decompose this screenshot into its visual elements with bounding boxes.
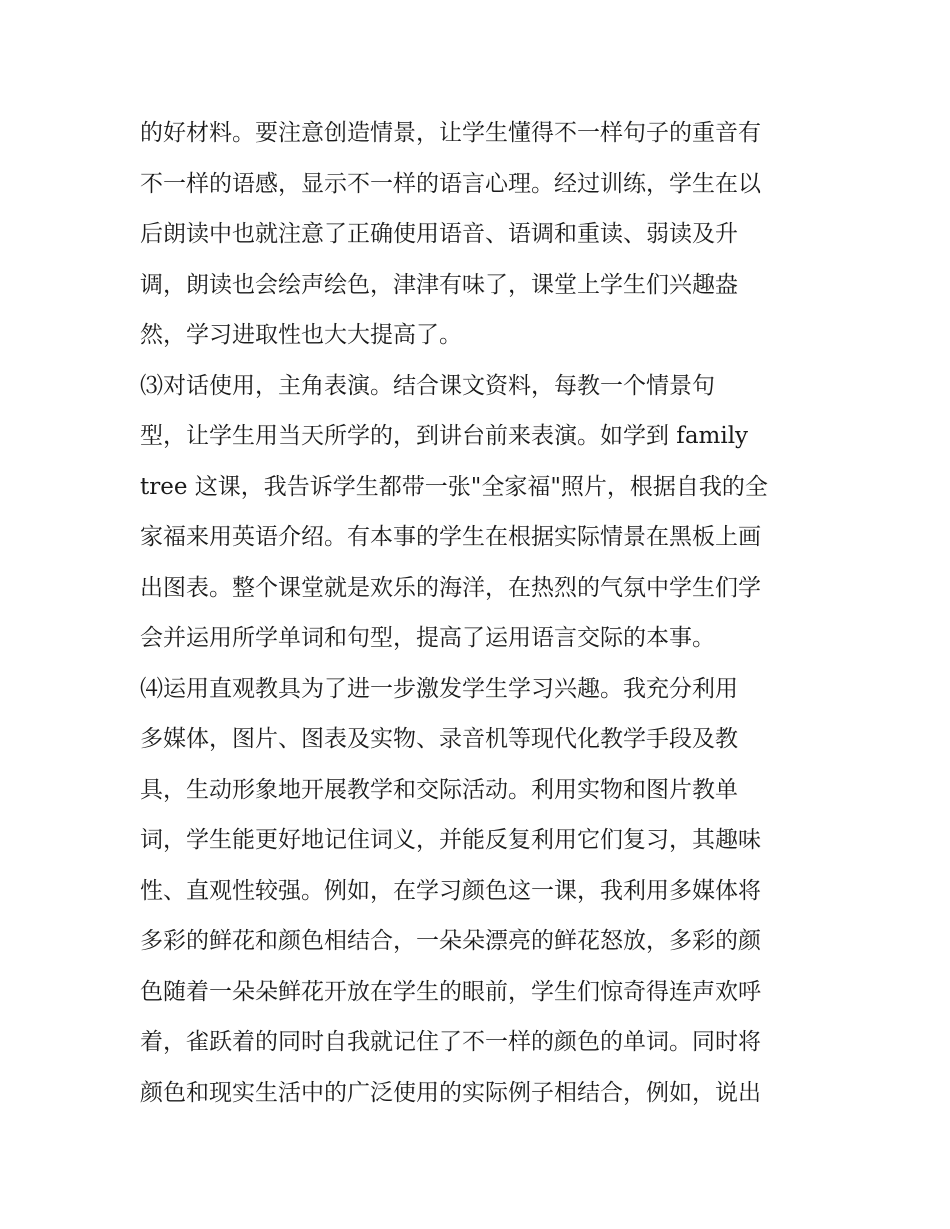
text-line: 多媒体，图片、图表及实物、录音机等现代化教学手段及教 xyxy=(140,726,738,752)
text-line: 颜色和现实生活中的广泛使用的实际例子相结合，例如，说出 xyxy=(140,1079,761,1106)
text-line: 家福来用英语介绍。有本事的学生在根据实际情景在黑板上画 xyxy=(140,524,761,550)
text-line: 的好材料。要注意创造情景，让学生懂得不一样句子的重音有 xyxy=(140,120,761,146)
text-line: ⑷运用直观教具为了进一步激发学生学习兴趣。我充分利用 xyxy=(140,675,738,702)
text-line: 然，学习进取性也大大提高了。 xyxy=(140,322,462,348)
text-line: tree 这课，我告诉学生都带一张"全家福"照片，根据自我的全 xyxy=(140,473,768,500)
text-line: 型，让学生用当天所学的，到讲台前来表演。如学到 family xyxy=(140,423,749,449)
text-line: 性、直观性较强。例如，在学习颜色这一课，我利用多媒体将 xyxy=(140,877,761,904)
text-line: 具，生动形象地开展教学和交际活动。利用实物和图片教单 xyxy=(140,776,738,803)
text-line: 会并运用所学单词和句型，提高了运用语言交际的本事。 xyxy=(140,625,715,651)
text-line: ⑶对话使用，主角表演。结合课文资料，每教一个情景句 xyxy=(140,372,715,399)
text-line: 后朗读中也就注意了正确使用语音、语调和重读、弱读及升 xyxy=(140,221,738,247)
text-line: 着，雀跃着的同时自我就记住了不一样的颜色的单词。同时将 xyxy=(140,1029,761,1055)
text-line: 词，学生能更好地记住词义，并能反复利用它们复习，其趣味 xyxy=(140,827,761,853)
body-text xyxy=(140,108,830,1118)
text-line: 多彩的鲜花和颜色相结合，一朵朵漂亮的鲜花怒放，多彩的颜 xyxy=(140,928,761,954)
text-line: 不一样的语感，显示不一样的语言心理。经过训练，学生在以 xyxy=(140,170,761,197)
text-line: 出图表。整个课堂就是欢乐的海洋，在热烈的气氛中学生们学 xyxy=(140,574,761,601)
text-line: 调，朗读也会绘声绘色，津津有味了，课堂上学生们兴趣盎 xyxy=(140,271,738,298)
text-line: 色随着一朵朵鲜花开放在学生的眼前，学生们惊奇得连声欢呼 xyxy=(140,978,761,1005)
